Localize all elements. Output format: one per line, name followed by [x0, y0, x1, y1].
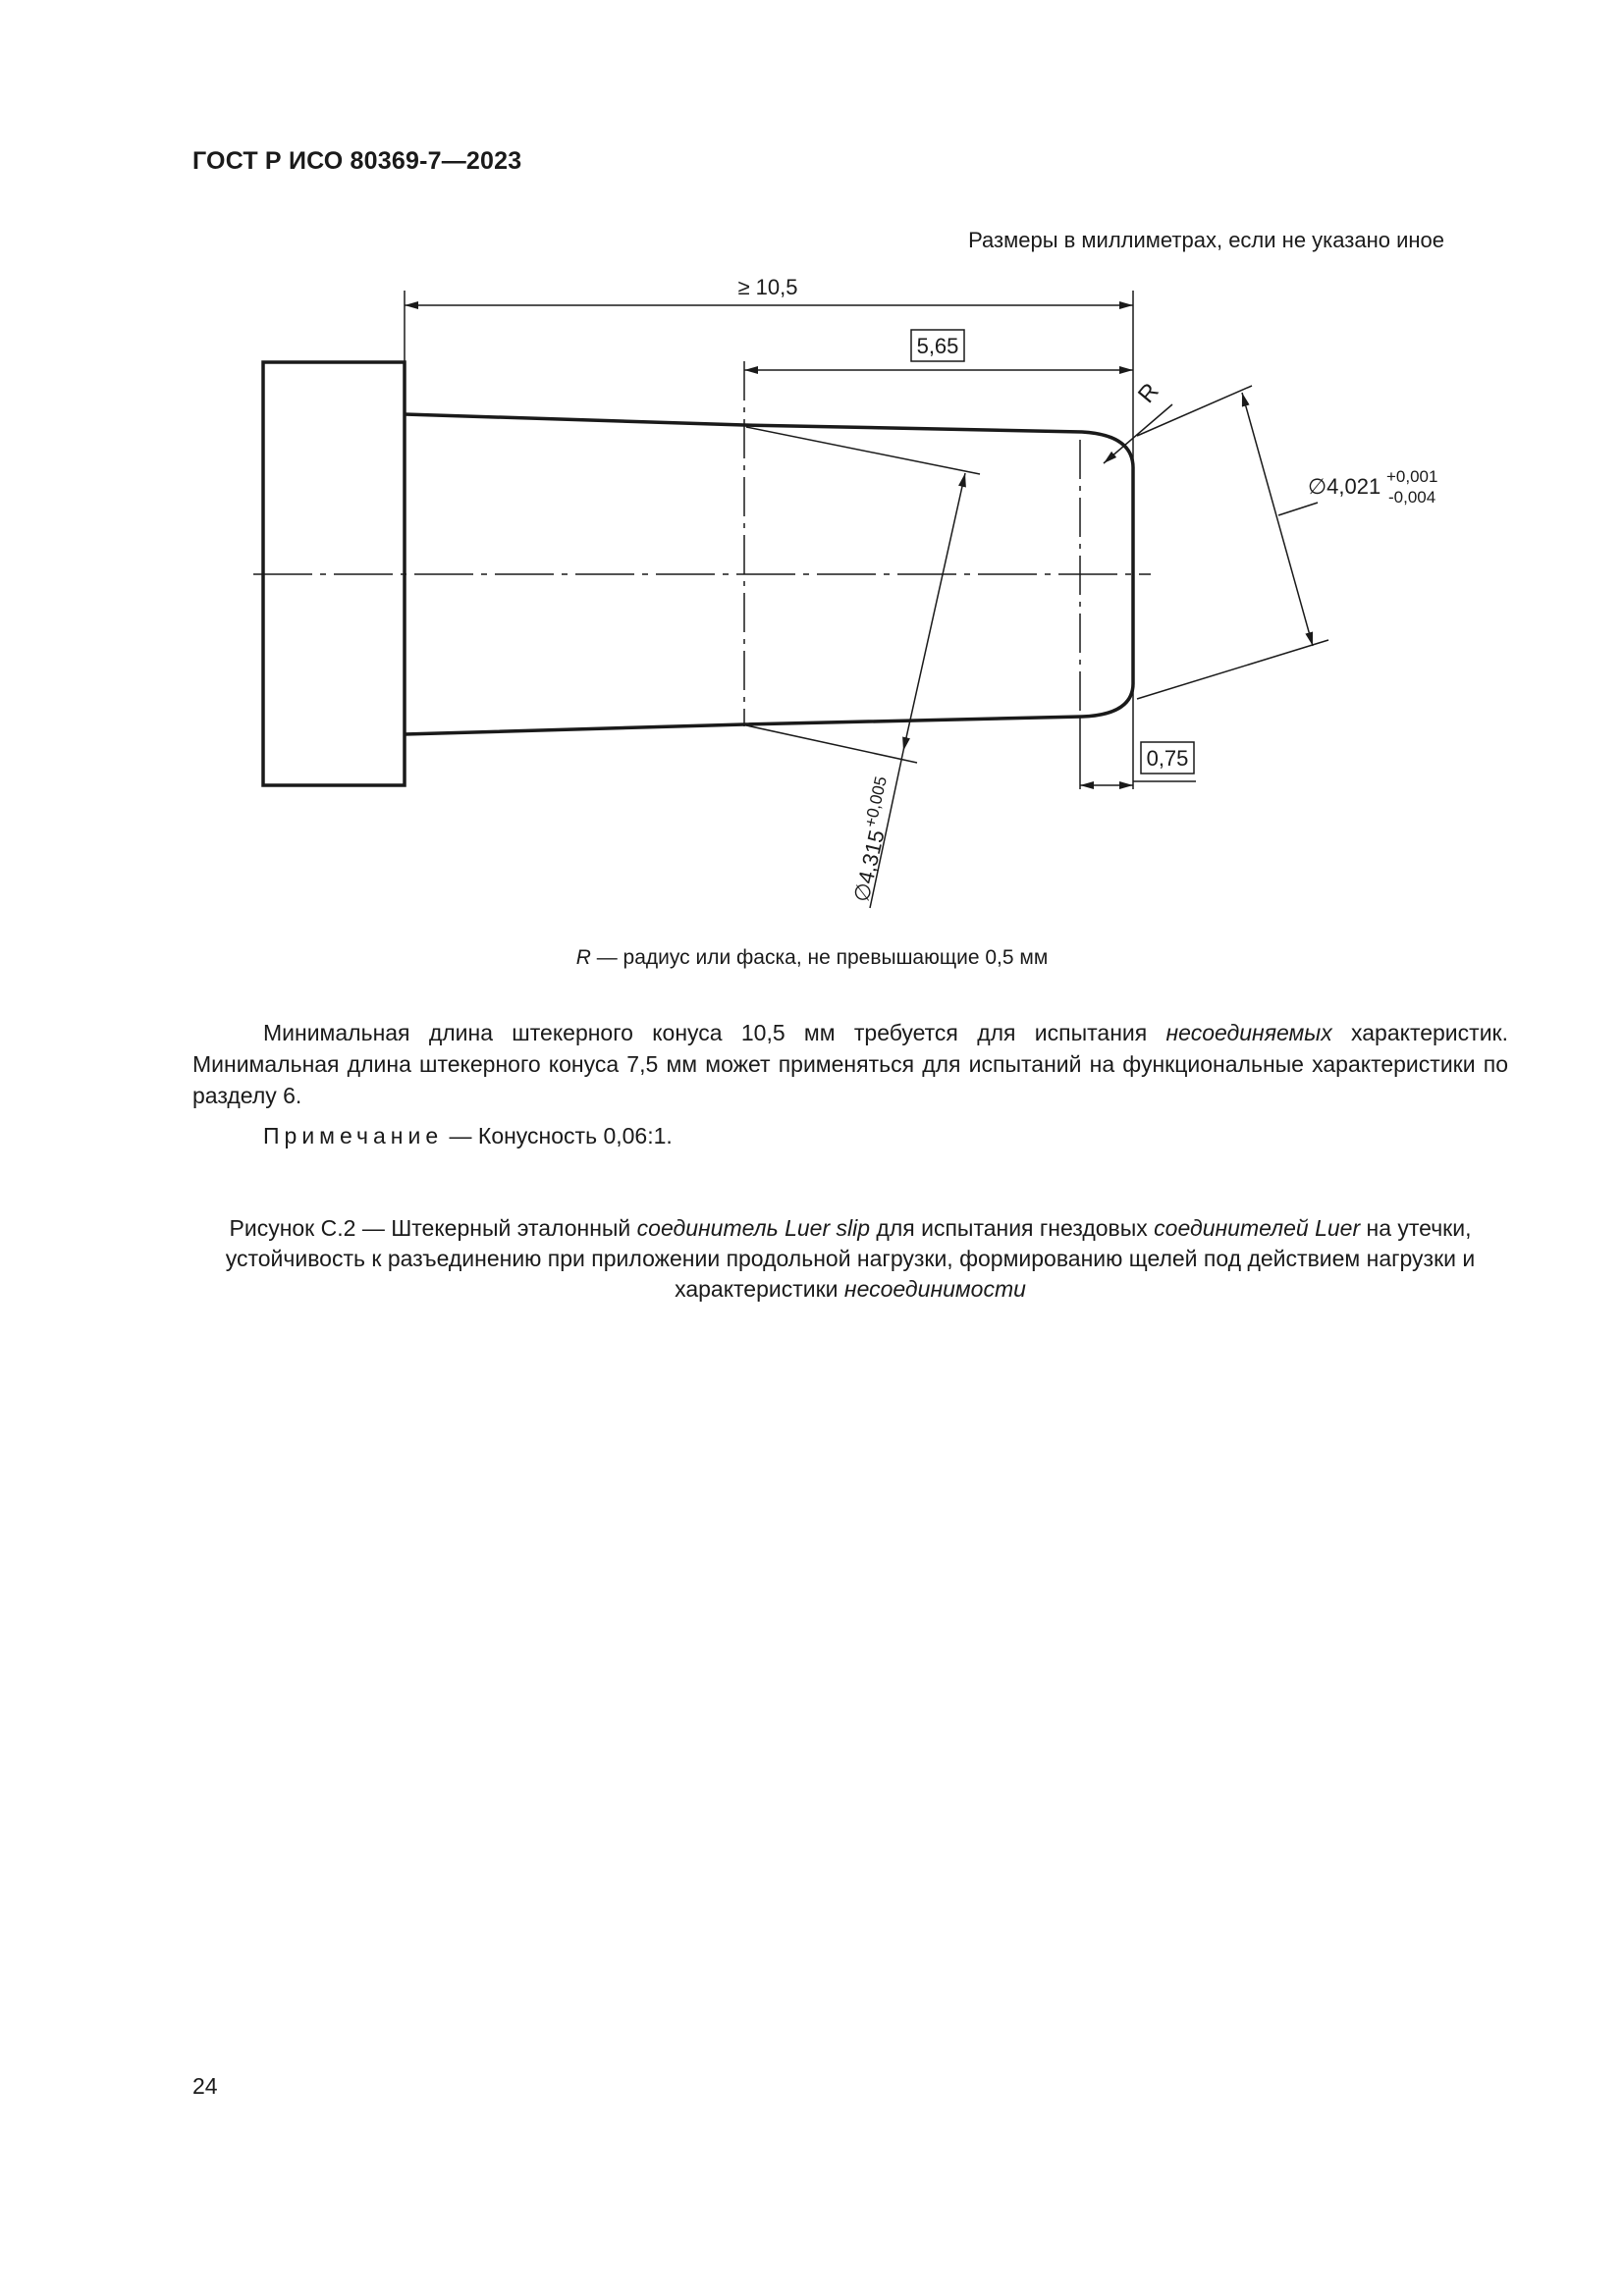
units-note: Размеры в миллиметрах, если не указано иное	[968, 228, 1444, 252]
dimension-total-label: ≥ 10,5	[737, 275, 798, 299]
dimension-ref-length-label: 5,65	[916, 334, 959, 358]
note	[263, 1123, 673, 1149]
note-label: Примечание	[263, 1123, 444, 1148]
page-number: 24	[192, 2073, 218, 2099]
paragraph-rest: Минимальная длина штекерного конуса 7,5 мм может применяться для испытаний на функциональные характеристики по разделу 6.	[192, 1051, 1508, 1108]
diameter-tip-upper-tolerance: +0,001	[1386, 467, 1438, 486]
diameter-tip-label: ∅4,021	[1308, 474, 1381, 499]
radius-note: R — радиус или фаска, не превышающие 0,5 мм	[575, 946, 1049, 969]
diameter-tip-dim-line	[1242, 393, 1313, 646]
diameter-ref-dim-line	[903, 473, 965, 751]
paragraph-line-1: Минимальная длина штекерного конуса 10,5 мм требуется для испытания несоединяемых характеристик.	[263, 1020, 1508, 1045]
diameter-tip-ext-bottom	[1137, 640, 1328, 699]
dimension-tip-label: 0,75	[1146, 746, 1189, 771]
body-paragraph	[192, 1017, 1508, 1111]
diameter-tip-leader	[1278, 503, 1318, 515]
diameter-ref-ext-top	[746, 427, 980, 474]
document-header: ГОСТ Р ИСО 80369-7—2023	[192, 147, 522, 175]
radius-leader	[1104, 404, 1172, 463]
figure-caption: Рисунок С.2 — Штекерный эталонный соединитель Luer slip для испытания гнездовых соединителей Luer на утечки, устойчивость к разъединению при приложении продольной нагрузки, формированию щелей под действием нагрузки и характеристики несоединимости	[225, 1215, 1476, 1302]
radius-label: R	[1132, 378, 1164, 408]
diameter-ref-label: ∅4,315	[848, 828, 890, 905]
diameter-ref-upper-tolerance: +0,005	[860, 774, 892, 829]
diameter-ref-label-group	[844, 774, 901, 904]
luer-connector-drawing	[0, 0, 1624, 942]
note-text: — Конусность 0,06:1.	[443, 1123, 673, 1148]
diameter-ref-ext-bottom	[746, 725, 917, 763]
diameter-tip-lower-tolerance: -0,004	[1388, 488, 1436, 507]
